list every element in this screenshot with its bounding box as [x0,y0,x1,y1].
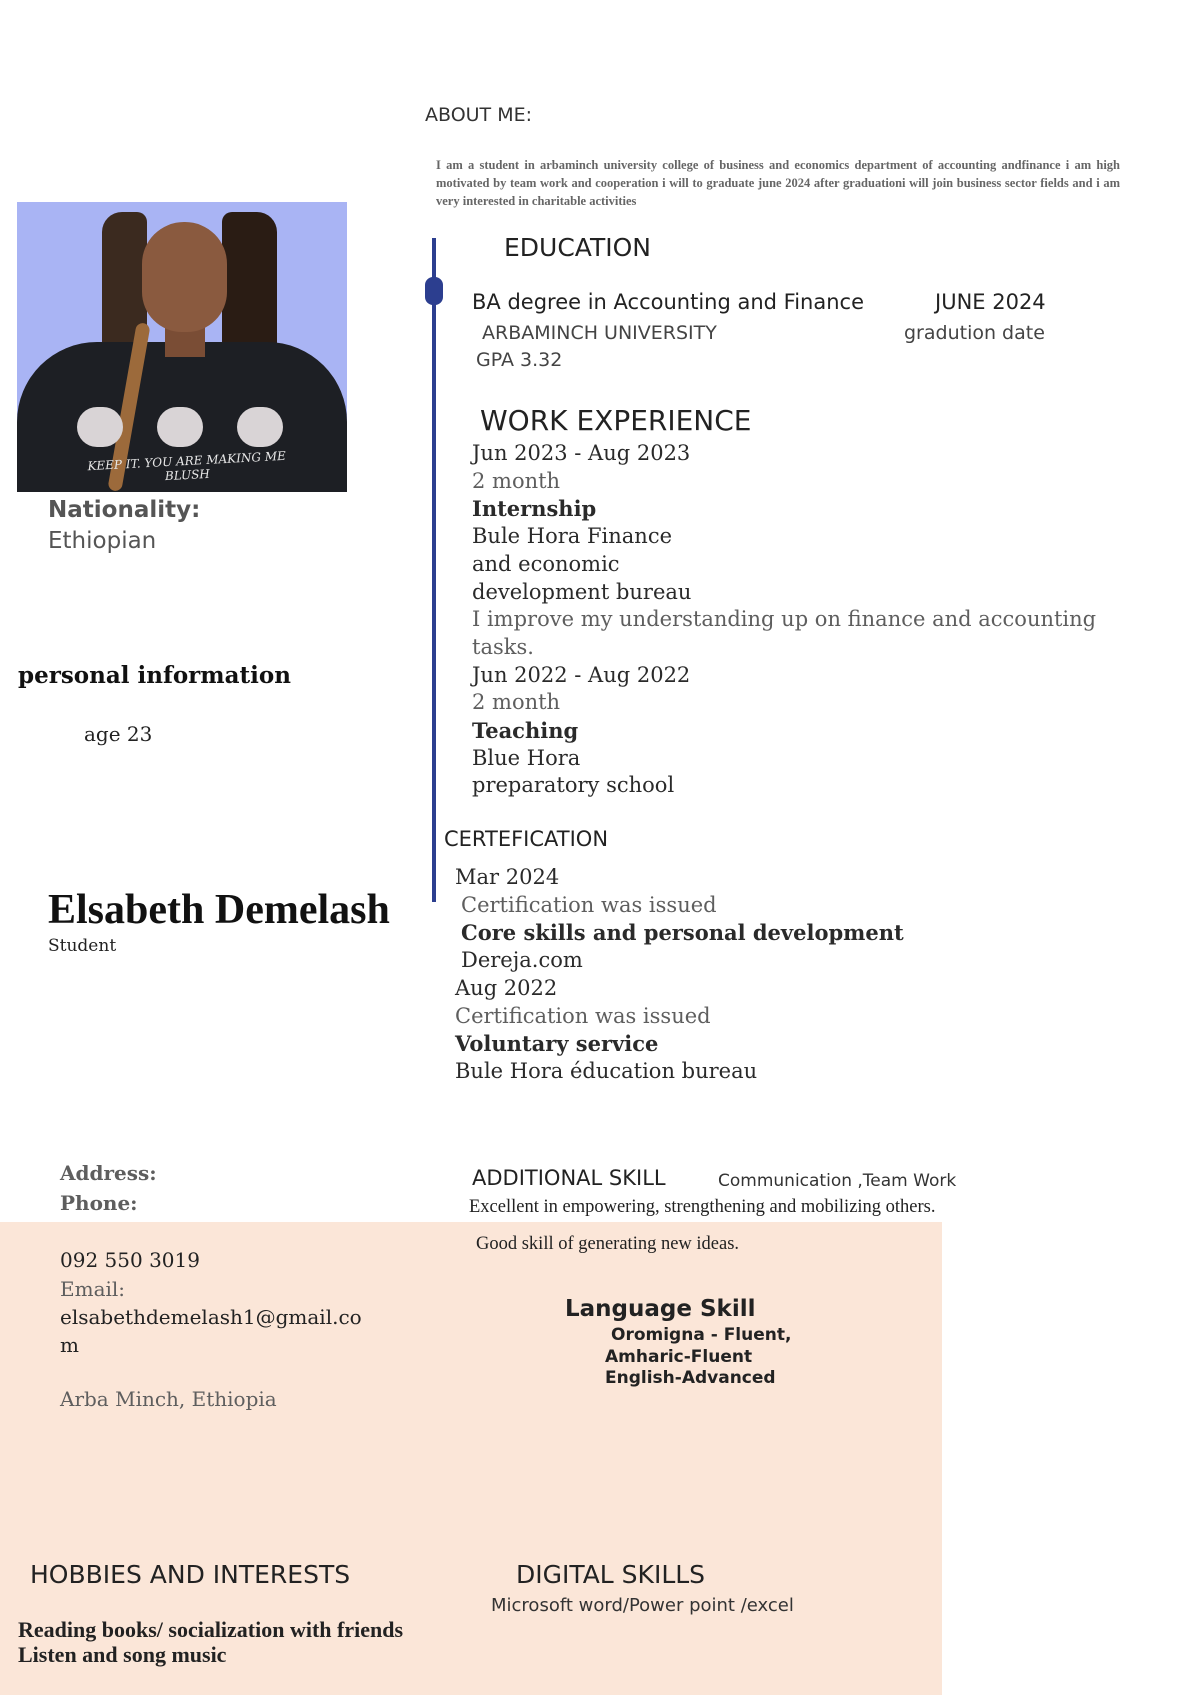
work-org-line: preparatory school [472,773,675,798]
about-heading: ABOUT ME: [425,104,533,126]
certification-heading: CERTEFICATION [444,827,609,851]
work-description: I improve my understanding up on finance and accounting tasks. [472,607,1097,659]
education-date-note: gradution date [904,322,1045,344]
work-org-line: development bureau [472,579,692,604]
timeline-line [432,238,436,902]
hobbies-line1: Reading books/ socialization with friends [18,1617,404,1642]
cert-issuer: Bule Hora éducation bureau [455,1058,758,1083]
education-university: ARBAMINCH UNIVERSITY [482,322,717,344]
additional-skill-heading: ADDITIONAL SKILL [472,1166,666,1190]
education-date: JUNE 2024 [935,290,1046,314]
work-org-line: Blue Hora [472,745,581,770]
education-degree: BA degree in Accounting and Finance [472,290,864,314]
work-heading: WORK EXPERIENCE [480,404,752,437]
work-period: Jun 2023 - Aug 2023 [472,441,691,465]
email-value-line2: m [60,1333,79,1357]
about-text: I am a student in arbaminch university college of business and economics department of accounting andfinance i am high motivated by team work and cooperation i will to graduate june 2024 after graduationi will join business sector fields and i am very interested in charitable activities [436,158,1120,208]
nationality-value: Ethiopian [48,528,157,554]
additional-skill-line2: Good skill of generating new ideas. [476,1234,740,1254]
role: Student [48,936,117,956]
digital-text: Microsoft word/Power point /excel [491,1595,794,1616]
email-label: Email: [60,1277,126,1301]
additional-skill-line1: Excellent in empowering, strengthening and mobilizing others. [469,1197,936,1217]
age: age 23 [84,722,153,746]
email-value-line1: elsabethdemelash1@gmail.co [60,1305,362,1329]
cert-date: Mar 2024 [455,865,560,889]
phone-label: Phone: [60,1191,138,1215]
digital-heading: DIGITAL SKILLS [516,1560,706,1589]
additional-skill-inline: Communication ,Team Work [718,1171,957,1191]
cert-date: Aug 2022 [455,975,558,1000]
work-period: Jun 2022 - Aug 2022 [472,662,691,687]
location: Arba Minch, Ethiopia [60,1387,277,1411]
work-title: Internship [472,496,597,522]
work-duration: 2 month [472,690,561,715]
profile-photo [17,202,347,492]
timeline-marker [425,277,443,305]
full-name: Elsabeth Demelash [48,887,390,933]
shirt-print-text: KEEP IT. YOU ARE MAKING ME BLUSH [87,448,287,484]
language-item: English-Advanced [605,1368,776,1388]
cert-status: Certification was issued [461,892,717,917]
work-org-line: and economic [472,551,620,576]
certification-list [455,864,1115,1086]
language-item: Amharic-Fluent [605,1347,753,1367]
hobbies-heading: HOBBIES AND INTERESTS [30,1560,351,1589]
work-duration: 2 month [472,468,561,493]
phone-value: 092 550 3019 [60,1248,200,1272]
work-org-line: Bule Hora Finance [472,524,673,549]
cert-title: Voluntary service [455,1031,659,1057]
cert-issuer: Dereja.com [461,948,583,973]
nationality-label: Nationality: [48,497,201,523]
language-heading: Language Skill [565,1296,756,1322]
work-title: Teaching [472,718,579,744]
education-heading: EDUCATION [504,233,651,262]
language-item: Oromigna - Fluent, [611,1325,792,1345]
education-gpa: GPA 3.32 [476,349,563,371]
work-list [472,440,1112,800]
cert-status: Certification was issued [455,1003,711,1028]
cert-title: Core skills and personal development [461,920,904,946]
address-label: Address: [60,1161,157,1185]
hobbies-line2: Listen and song music [18,1642,227,1667]
personal-info-heading: personal information [18,662,291,689]
